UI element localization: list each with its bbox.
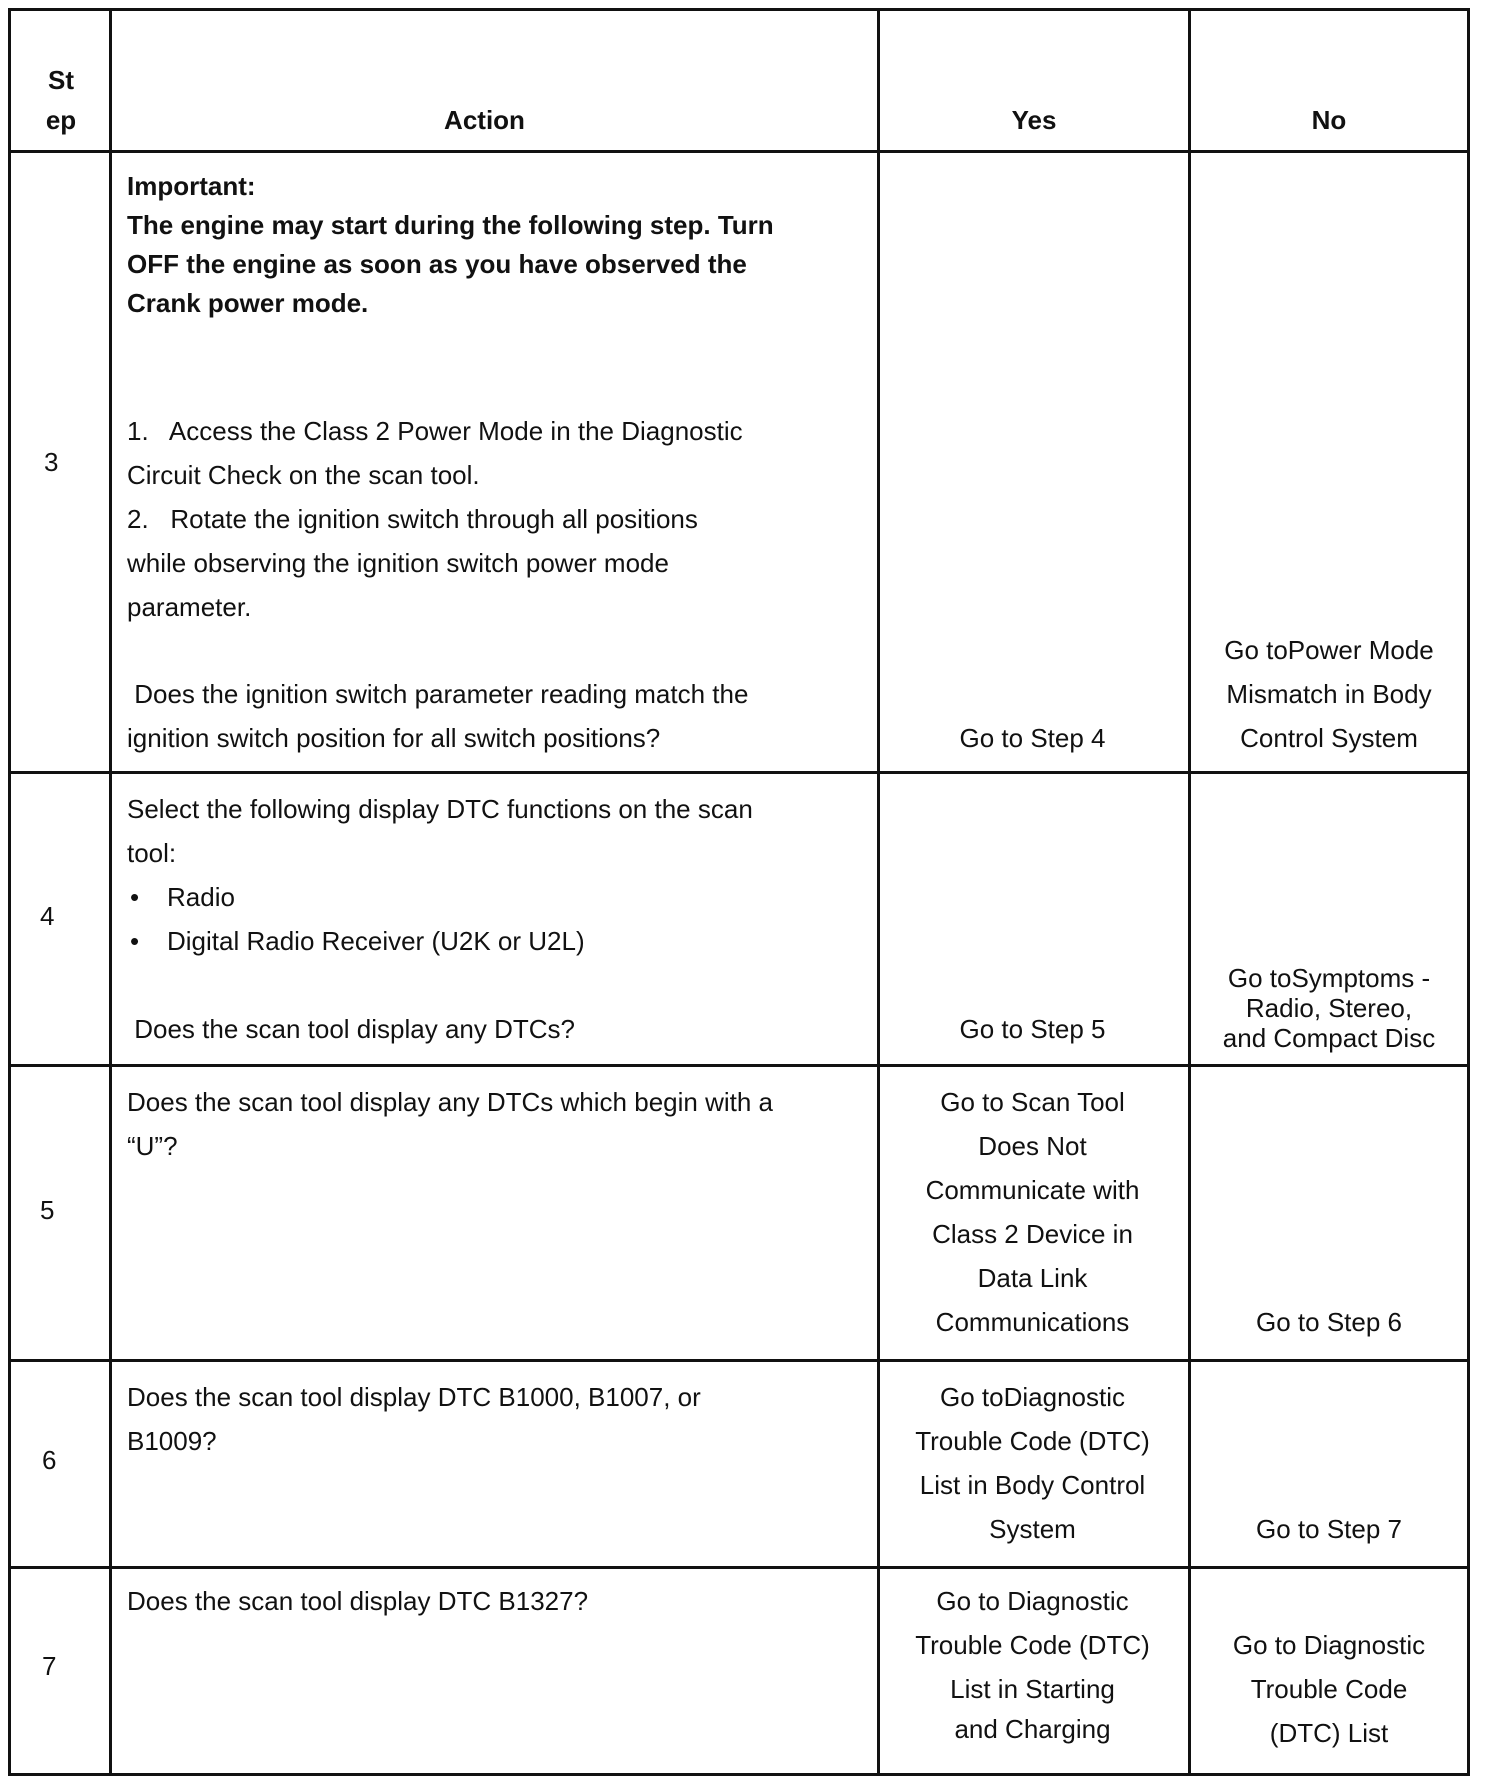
important-note-line-1: The engine may start during the following step. Turn (127, 210, 774, 240)
step-number-6: 6 (42, 1445, 57, 1475)
table-border-left (8, 8, 11, 1776)
yes-step-7-line-4: and Charging (954, 1714, 1111, 1744)
yes-step-4: Go to Step 5 (959, 1014, 1106, 1044)
row-divider-4 (8, 1064, 1470, 1067)
yes-step-6-line-3: List in Body Control (919, 1470, 1146, 1500)
step-number-7: 7 (42, 1651, 57, 1681)
action-step-3-line-3: 2. Rotate the ignition switch through all positions (127, 504, 698, 534)
action-step-4-line-1: Select the following display DTC functions on the scan (127, 794, 753, 824)
step-number-3: 3 (44, 447, 59, 477)
yes-step-5-line-1: Go to Scan Tool (940, 1087, 1125, 1117)
no-step-7-line-2: Trouble Code (1250, 1674, 1408, 1704)
bullet-icon: • (130, 882, 140, 912)
yes-step-6-line-2: Trouble Code (DTC) (915, 1426, 1150, 1456)
action-step-4-bullet-2: Digital Radio Receiver (U2K or U2L) (167, 926, 585, 956)
action-step-3-line-1: 1. Access the Class 2 Power Mode in the Diagnostic (127, 416, 743, 446)
no-step-7-line-1: Go to Diagnostic (1232, 1630, 1426, 1660)
yes-step-6-line-1: Go toDiagnostic (940, 1382, 1125, 1412)
step-number-4: 4 (40, 901, 55, 931)
question-step-3-line-2: ignition switch position for all switch positions? (127, 723, 661, 753)
no-step-4-line-2: Radio, Stereo, (1245, 993, 1413, 1023)
no-step-3-line-3: Control System (1240, 723, 1418, 753)
header-no: No (1311, 105, 1347, 135)
no-step-7-line-3: (DTC) List (1269, 1718, 1389, 1748)
action-step-5-line-1: Does the scan tool display any DTCs which begin with a (127, 1087, 773, 1117)
yes-step-5-line-2: Does Not (978, 1131, 1087, 1161)
row-divider-6 (8, 1566, 1470, 1569)
question-step-4: Does the scan tool display any DTCs? (127, 1014, 575, 1044)
important-note-line-2: OFF the engine as soon as you have observed the (127, 249, 747, 279)
header-step-line-2: ep (45, 105, 77, 135)
header-step-line-1: St (48, 65, 74, 95)
yes-step-5-line-5: Data Link (977, 1263, 1088, 1293)
no-step-3-line-2: Mismatch in Body (1226, 679, 1432, 709)
action-step-4-line-2: tool: (127, 838, 177, 868)
yes-step-3: Go to Step 4 (959, 723, 1106, 753)
yes-step-5-line-4: Class 2 Device in (932, 1219, 1133, 1249)
important-note-line-3: Crank power mode. (127, 288, 369, 318)
question-step-3-line-1: Does the ignition switch parameter reading match the (127, 679, 749, 709)
action-step-5-line-2: “U”? (127, 1131, 178, 1161)
action-step-6-line-2: B1009? (127, 1426, 217, 1456)
header-divider (8, 150, 1470, 153)
header-action: Action (444, 105, 525, 135)
yes-step-5-line-3: Communicate with (925, 1175, 1140, 1205)
row-divider-5 (8, 1359, 1470, 1362)
step-number-5: 5 (40, 1195, 55, 1225)
action-step-7: Does the scan tool display DTC B1327? (127, 1586, 589, 1616)
row-divider-3 (8, 771, 1470, 774)
table-border-bottom (8, 1773, 1470, 1776)
no-step-4-line-3: and Compact Disc (1222, 1023, 1436, 1053)
bullet-icon: • (130, 926, 140, 956)
important-label: Important: (127, 171, 256, 201)
yes-step-5-line-6: Communications (935, 1307, 1130, 1337)
no-step-4-line-1: Go toSymptoms - (1227, 963, 1431, 993)
no-step-5: Go to Step 6 (1256, 1307, 1402, 1337)
action-step-3-line-5: parameter. (127, 592, 252, 622)
table-border-top (8, 8, 1470, 11)
yes-step-7-line-2: Trouble Code (DTC) (915, 1630, 1150, 1660)
yes-step-7-line-1: Go to Diagnostic (936, 1586, 1129, 1616)
no-step-3-line-1: Go toPower Mode (1224, 635, 1434, 665)
no-step-6: Go to Step 7 (1256, 1514, 1402, 1544)
action-step-3-line-2: Circuit Check on the scan tool. (127, 460, 480, 490)
table-border-right (1467, 8, 1470, 1776)
action-step-4-bullet-1: Radio (167, 882, 235, 912)
action-step-3-line-4: while observing the ignition switch power mode (127, 548, 669, 578)
action-step-6-line-1: Does the scan tool display DTC B1000, B1007, or (127, 1382, 701, 1412)
yes-step-6-line-4: System (989, 1514, 1076, 1544)
header-yes: Yes (1011, 105, 1057, 135)
yes-step-7-line-3: List in Starting (950, 1674, 1115, 1704)
table-divider-step (109, 8, 112, 1776)
